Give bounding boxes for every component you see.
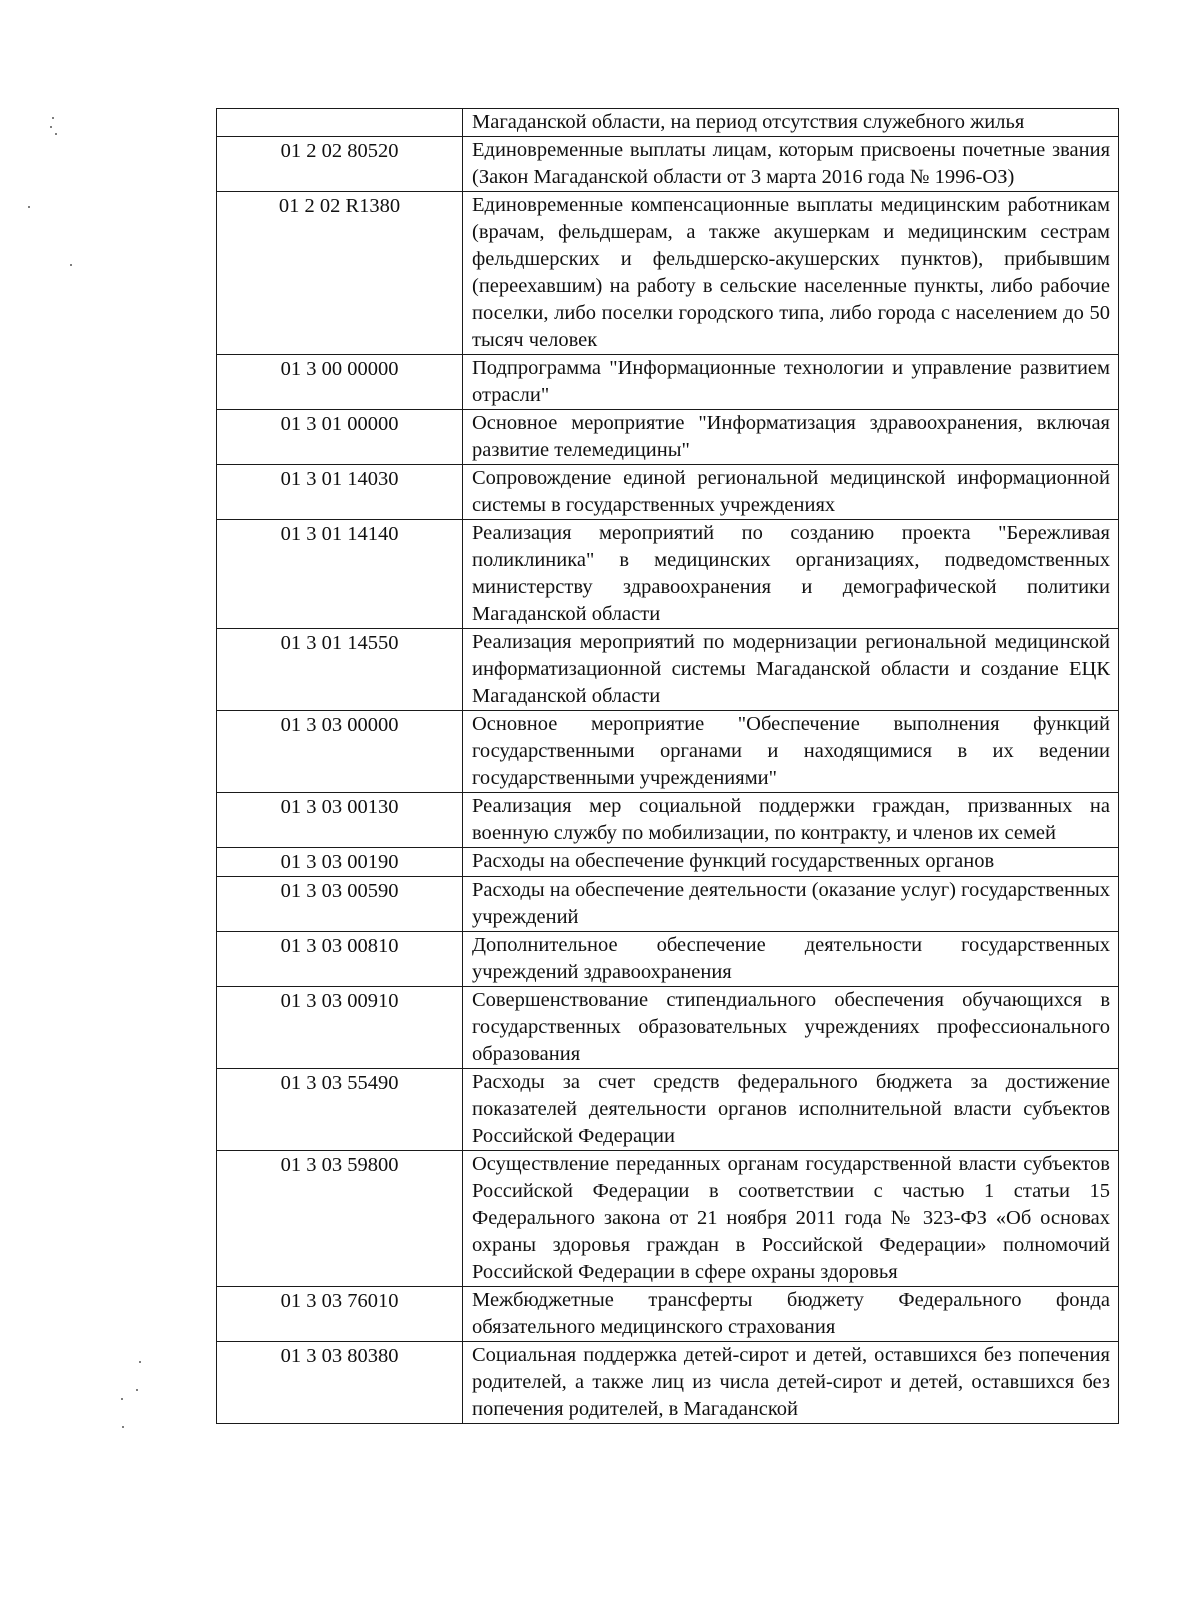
table-row (217, 1342, 1119, 1424)
table-row (217, 410, 1119, 465)
table-row (217, 520, 1119, 629)
description-cell: Реализация мероприятий по созданию проекта "Бережливая поликлиника" в медицинских организациях, подведомственных министерству здравоохранения и демографической политики Магаданской области (463, 520, 1119, 629)
table-body (217, 109, 1119, 1424)
code-cell: 01 3 03 00910 (217, 987, 463, 1069)
scan-speck (28, 206, 30, 208)
description-cell: Магаданской области, на период отсутствия служебного жилья (463, 109, 1119, 137)
code-cell: 01 3 03 00810 (217, 932, 463, 987)
table-row (217, 711, 1119, 793)
code-cell: 01 3 03 59800 (217, 1151, 463, 1287)
scan-speck (139, 1361, 141, 1363)
code-cell (217, 109, 463, 137)
table-row (217, 848, 1119, 877)
code-cell: 01 3 03 76010 (217, 1287, 463, 1342)
table-row (217, 987, 1119, 1069)
description-cell: Расходы на обеспечение деятельности (оказание услуг) государственных учреждений (463, 877, 1119, 932)
budget-classification-table (216, 108, 1119, 1424)
code-cell: 01 3 01 14140 (217, 520, 463, 629)
description-cell: Единовременные компенсационные выплаты медицинским работникам (врачам, фельдшерам, а также акушеркам и медицинским сестрам фельдшерских и фельдшерско-акушерских пунктов), прибывшим (переехавшим) на работу в сельские населенные пункты, либо рабочие поселки, либо поселки городского типа, либо города с населением до 50 тысяч человек (463, 192, 1119, 355)
code-cell: 01 3 03 80380 (217, 1342, 463, 1424)
table-row (217, 355, 1119, 410)
code-cell: 01 3 03 00000 (217, 711, 463, 793)
scan-speck (122, 1426, 124, 1428)
description-cell: Основное мероприятие "Информатизация здравоохранения, включая развитие телемедицины" (463, 410, 1119, 465)
code-cell: 01 3 01 14030 (217, 465, 463, 520)
code-cell: 01 3 03 00130 (217, 793, 463, 848)
description-cell: Реализация мероприятий по модернизации региональной медицинской информатизационной системы Магаданской области и создание ЕЦК Магаданской области (463, 629, 1119, 711)
code-cell: 01 3 01 14550 (217, 629, 463, 711)
description-cell: Дополнительное обеспечение деятельности государственных учреждений здравоохранения (463, 932, 1119, 987)
code-cell: 01 3 01 00000 (217, 410, 463, 465)
description-cell: Реализация мер социальной поддержки граждан, призванных на военную службу по мобилизации, по контракту, и членов их семей (463, 793, 1119, 848)
description-cell: Расходы за счет средств федерального бюджета за достижение показателей деятельности органов исполнительной власти субъектов Российской Федерации (463, 1069, 1119, 1151)
table-row (217, 465, 1119, 520)
table-row (217, 793, 1119, 848)
table-row (217, 1151, 1119, 1287)
code-cell: 01 3 03 00190 (217, 848, 463, 877)
scan-speck (70, 264, 72, 266)
table-row (217, 877, 1119, 932)
scan-speck (50, 126, 52, 128)
description-cell: Осуществление переданных органам государственной власти субъектов Российской Федерации в соответствии с частью 1 статьи 15 Федерального закона от 21 ноября 2011 года № 323-ФЗ «Об основах охраны здоровья граждан в Российской Федерации» полномочий Российской Федерации в сфере охраны здоровья (463, 1151, 1119, 1287)
scan-speck (136, 1389, 138, 1391)
description-cell: Совершенствование стипендиального обеспечения обучающихся в государственных образовательных учреждениях профессионального образования (463, 987, 1119, 1069)
scan-speck (52, 117, 54, 119)
description-cell: Межбюджетные трансферты бюджету Федерального фонда обязательного медицинского страхования (463, 1287, 1119, 1342)
table-row (217, 629, 1119, 711)
scan-speck (121, 1398, 123, 1400)
table-row (217, 137, 1119, 192)
description-cell: Основное мероприятие "Обеспечение выполнения функций государственными органами и находящимися в их ведении государственными учреждениями" (463, 711, 1119, 793)
table-row (217, 932, 1119, 987)
description-cell: Подпрограмма "Информационные технологии и управление развитием отрасли" (463, 355, 1119, 410)
description-cell: Социальная поддержка детей-сирот и детей, оставшихся без попечения родителей, а также лиц из числа детей-сирот и детей, оставшихся без попечения родителей, в Магаданской (463, 1342, 1119, 1424)
table-row (217, 1069, 1119, 1151)
table-row (217, 109, 1119, 137)
scan-speck (55, 133, 57, 135)
code-cell: 01 2 02 R1380 (217, 192, 463, 355)
description-cell: Сопровождение единой региональной медицинской информационной системы в государственных учреждениях (463, 465, 1119, 520)
table-row (217, 192, 1119, 355)
table-row (217, 1287, 1119, 1342)
description-cell: Единовременные выплаты лицам, которым присвоены почетные звания (Закон Магаданской области от 3 марта 2016 года № 1996-ОЗ) (463, 137, 1119, 192)
code-cell: 01 3 03 55490 (217, 1069, 463, 1151)
code-cell: 01 3 03 00590 (217, 877, 463, 932)
description-cell: Расходы на обеспечение функций государственных органов (463, 848, 1119, 877)
code-cell: 01 2 02 80520 (217, 137, 463, 192)
code-cell: 01 3 00 00000 (217, 355, 463, 410)
